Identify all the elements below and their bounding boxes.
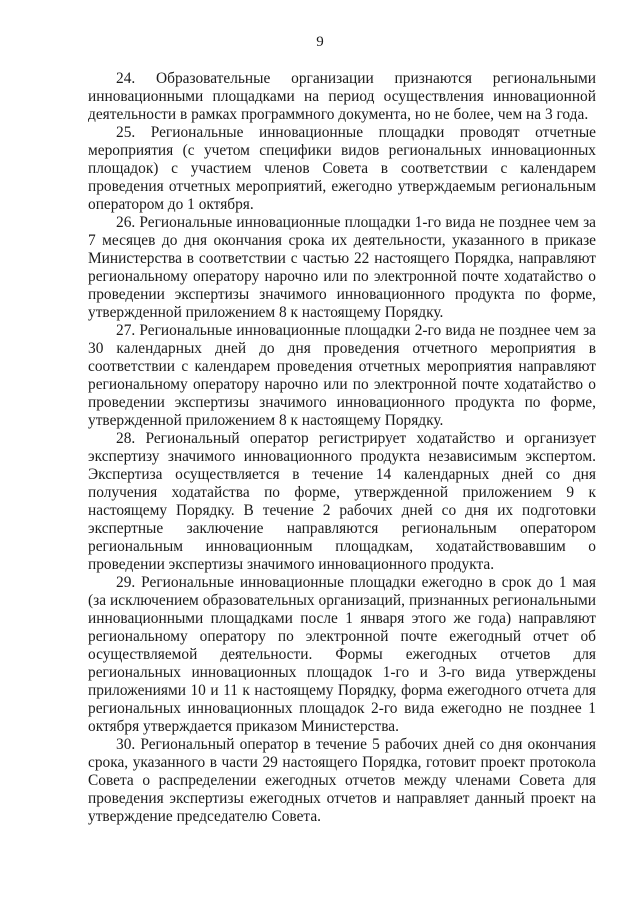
paragraph-28: 28. Региональный оператор регистрирует ходатайство и организует экспертизу значимого инновационного продукта независимым экспертом. Экспертиза осуществляется в течение 14 календарных дней со дня получения ходатайства по форме, утвержденной приложением 9 к настоящему Порядку. В течение 2 рабочих дней со дня их подготовки экспертные заключение направляются региональным оператором региональным инновационным площадкам, ходатайствовавшим о проведении экспертизы значимого инновационного продукта. [88,430,596,573]
document-body [88,70,596,826]
paragraph-30: 30. Региональный оператор в течение 5 рабочих дней со дня окончания срока, указанного в части 29 настоящего Порядка, готовит проект протокола Совета о распределении ежегодных отчетов между членами Совета для проведения экспертизы ежегодных отчетов и направляет данный проект на утверждение председателю Совета. [88,736,596,825]
paragraph-25: 25. Региональные инновационные площадки проводят отчетные мероприятия (с учетом специфики видов региональных инновационных площадок) с участием членов Совета в соответствии с календарем проведения отчетных мероприятий, ежегодно утверждаемым региональным оператором до 1 октября. [88,124,596,213]
paragraph-26: 26. Региональные инновационные площадки 1-го вида не позднее чем за 7 месяцев до дня окончания срока их деятельности, указанного в приказе Министерства в соответствии с частью 22 настоящего Порядка, направляют региональному оператору нарочно или по электронной почте ходатайство о проведении экспертизы значимого инновационного продукта по форме, утвержденной приложением 8 к настоящему Порядку. [88,214,596,321]
paragraph-27: 27. Региональные инновационные площадки 2-го вида не позднее чем за 30 календарных дней до дня проведения отчетного мероприятия в соответствии с календарем проведения отчетных мероприятия направляют региональному оператору нарочно или по электронной почте ходатайство о проведении экспертизы значимого инновационного продукта по форме, утвержденной приложением 8 к настоящему Порядку. [88,322,596,429]
page-number: 9 [316,34,324,50]
paragraph-29: 29. Региональные инновационные площадки ежегодно в срок до 1 мая (за исключением образовательных организаций, признанных региональными инновационными площадками после 1 января этого же года) направляют региональному оператору по электронной почте ежегодный отчет об осуществляемой деятельности. Формы ежегодных отчетов для региональных инновационных площадок 1-го и 3-го вида утверждены приложениями 10 и 11 к настоящему Порядку, форма ежегодного отчета для региональных инновационных площадок 2-го вида ежегодно не позднее 1 октября утверждается приказом Министерства. [88,574,596,735]
paragraph-24: 24. Образовательные организации признаются региональными инновационными площадками на период осуществления инновационной деятельности в рамках программного документа, но не более, чем на 3 года. [88,70,596,123]
